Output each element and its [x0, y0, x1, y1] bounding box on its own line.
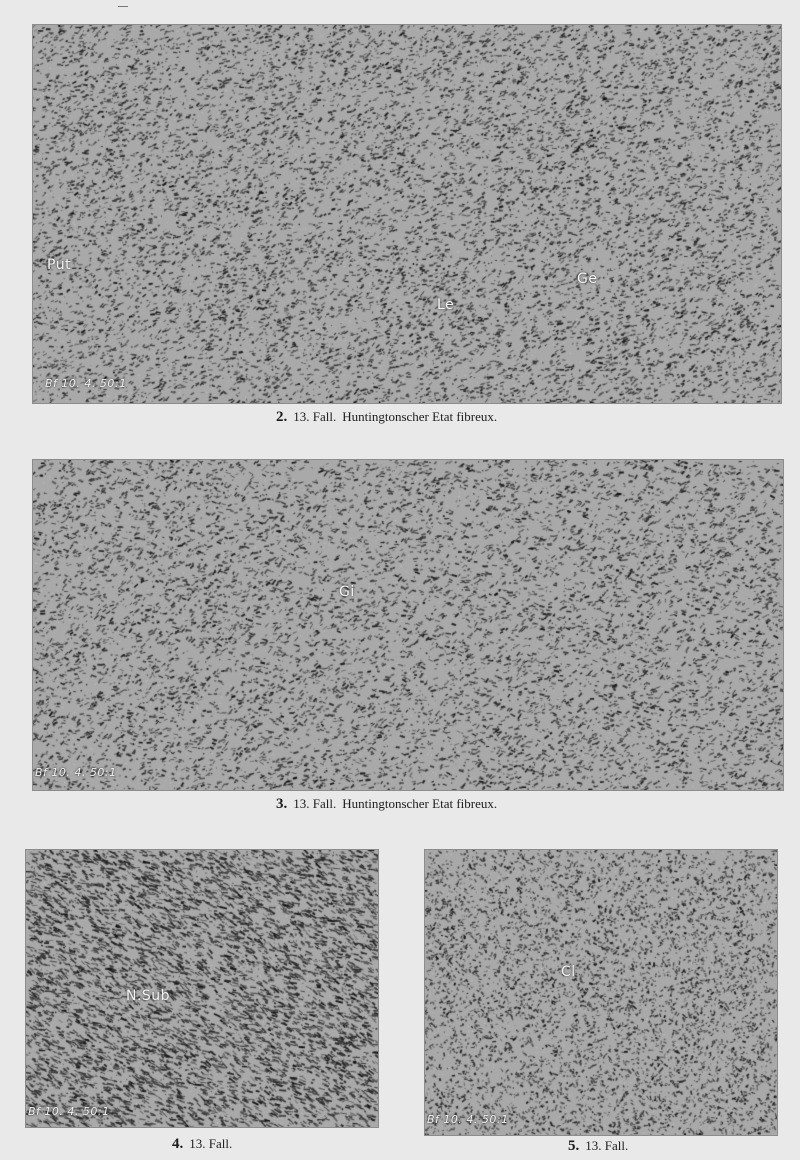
figure-2-case: 13. Fall.	[293, 409, 337, 424]
figure-2-label-ge: Ge	[577, 271, 598, 287]
figure-4-number: 4.	[172, 1136, 184, 1152]
figure-3-micrograph	[33, 460, 783, 790]
figure-5-number: 5.	[568, 1138, 580, 1154]
figure-2-label-le: Le	[437, 297, 455, 313]
figure-4-label-nsub: N.Sub	[126, 988, 171, 1004]
figure-2-label-put: Put	[47, 257, 72, 273]
figure-2-plate-marking: Bf 10. 4. 50:1	[45, 377, 127, 390]
figure-2-micrograph	[33, 25, 781, 403]
figure-4-texture	[26, 850, 378, 1127]
figure-4-plate-marking: Bf 10. 4. 50:1	[28, 1105, 110, 1118]
figure-2-number: 2.	[276, 409, 288, 425]
figure-3-case: 13. Fall.	[293, 796, 337, 811]
figure-5-micrograph	[425, 850, 777, 1135]
figure-5-plate-marking: Bf 10. 4. 50:1	[427, 1113, 509, 1126]
figure-2-title: Huntingtonscher Etat fibreux.	[342, 409, 498, 424]
figure-3-plate-marking: Bf 10. 4. 50:1	[35, 766, 117, 779]
figure-5-texture	[425, 850, 777, 1135]
figure-2-caption	[276, 409, 497, 426]
figure-5-label-cl: Cl	[561, 964, 576, 980]
figure-4-micrograph	[26, 850, 378, 1127]
figure-4-caption	[172, 1136, 232, 1153]
figure-5-caption	[568, 1138, 628, 1155]
figure-3-label-gi: Gi	[339, 584, 355, 600]
figure-5-case: 13. Fall.	[585, 1138, 629, 1153]
figure-3-caption	[276, 796, 497, 813]
figure-3-texture	[33, 460, 783, 790]
top-edge-mark	[118, 6, 128, 7]
figure-2-texture	[33, 25, 781, 403]
figure-4-case: 13. Fall.	[189, 1136, 233, 1151]
figure-3-number: 3.	[276, 796, 288, 812]
figure-3-title: Huntingtonscher Etat fibreux.	[342, 796, 498, 811]
